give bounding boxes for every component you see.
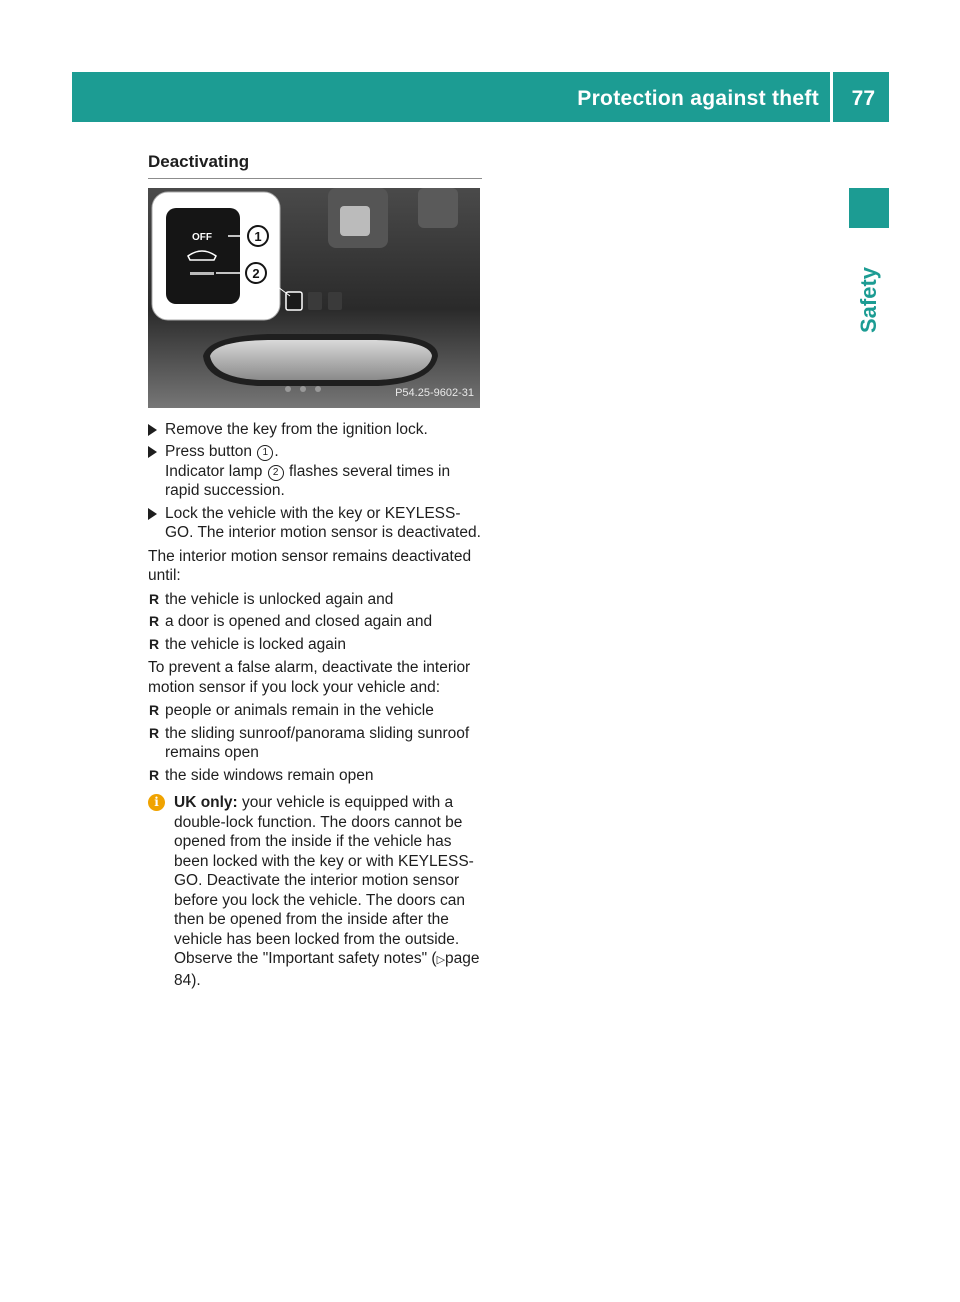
page-number: 77 xyxy=(851,87,875,110)
bullet-mark-icon: R xyxy=(149,766,160,783)
paragraph: The interior motion sensor remains deactivated until: xyxy=(148,547,472,584)
mirror-led xyxy=(315,386,321,392)
main-content xyxy=(148,150,482,990)
list-item-text: the sliding sunroof/panorama sliding sunroof remains open xyxy=(165,724,470,761)
header-bar xyxy=(72,72,889,122)
figure-code: P54.25-9602-31 xyxy=(395,387,474,399)
bullet-mark-icon: R xyxy=(149,590,160,607)
step-text: flashes several times in rapid succession. xyxy=(165,462,451,499)
bullet-mark-icon: R xyxy=(149,724,160,741)
steps-list xyxy=(148,420,482,543)
step-arrow-icon xyxy=(148,446,157,458)
list-item-text: the vehicle is locked again xyxy=(165,635,346,653)
bullet-mark-icon: R xyxy=(149,613,160,629)
bullet-mark-icon: R xyxy=(149,635,160,652)
step-text: Remove the key from the ignition lock. xyxy=(165,420,428,438)
chapter-tab-marker xyxy=(849,188,889,228)
callout-1: 1 xyxy=(254,228,262,244)
step-text: Lock the vehicle with the key or KEYLESS-GO. The interior motion sensor is deactivated. xyxy=(165,504,481,541)
callout-ref-2: 2 xyxy=(268,465,284,481)
adjacent-button xyxy=(328,292,342,310)
figure-illustration xyxy=(148,188,480,408)
info-note xyxy=(148,793,482,990)
rear-view-mirror-glass xyxy=(210,340,432,380)
page-ref-arrow-icon: ▷ xyxy=(436,954,446,966)
note-text: your vehicle is equipped with a double-lock function. The doors cannot be opened from the inside if the vehicle has been locked with the key or with KEYLESS-GO. Deactivate the interior motion sensor before you lock the vehicle. The doors can then be opened from the inside after the vehicle has been locked from the outside. Observe the "Important safety notes" ( xyxy=(174,794,474,967)
page-ref-link[interactable]: page 84 xyxy=(174,950,480,989)
list-item-text: the side windows remain open xyxy=(165,766,374,784)
step-text: . xyxy=(274,443,279,460)
step-arrow-icon xyxy=(148,508,157,520)
note-close: ). xyxy=(191,971,201,989)
section-rule xyxy=(148,178,482,179)
header-title: Protection against theft xyxy=(577,87,819,110)
list-item-text: the vehicle is unlocked again and xyxy=(165,590,394,608)
console-module-right xyxy=(418,188,458,228)
step-item xyxy=(148,504,482,543)
bullet-mark-icon: R xyxy=(149,702,160,718)
chapter-label: Safety xyxy=(856,266,881,334)
tow-away-button xyxy=(308,292,322,310)
list-item xyxy=(148,724,482,763)
paragraph: To prevent a false alarm, deactivate the interior motion sensor if you lock your vehicle and: xyxy=(148,659,471,696)
list-item xyxy=(148,612,482,632)
zoom-button-housing xyxy=(166,208,240,304)
list-item-text: people or animals remain in the vehicle xyxy=(165,702,434,719)
mirror-led xyxy=(285,386,291,392)
callout-2: 2 xyxy=(252,265,260,281)
list-item xyxy=(148,590,482,610)
section-title: Deactivating xyxy=(148,152,250,171)
step-text: Indicator lamp xyxy=(165,462,267,480)
list-item-text: a door is opened and closed again and xyxy=(165,613,433,630)
list-item xyxy=(148,701,482,721)
note-label: UK only: xyxy=(174,794,238,811)
step-text: Press button xyxy=(165,443,257,460)
list-item xyxy=(148,766,482,786)
figure-overhead-control-panel xyxy=(148,188,480,408)
step-arrow-icon xyxy=(148,424,157,436)
off-label: OFF xyxy=(192,231,212,243)
indicator-lamp xyxy=(190,272,214,275)
step-item xyxy=(148,442,482,501)
header-divider xyxy=(830,72,833,122)
mirror-led xyxy=(300,386,306,392)
step-item xyxy=(148,420,482,440)
callout-ref-1: 1 xyxy=(257,445,273,461)
console-button xyxy=(340,206,370,236)
info-icon: i xyxy=(148,794,165,811)
list-item xyxy=(148,635,482,655)
